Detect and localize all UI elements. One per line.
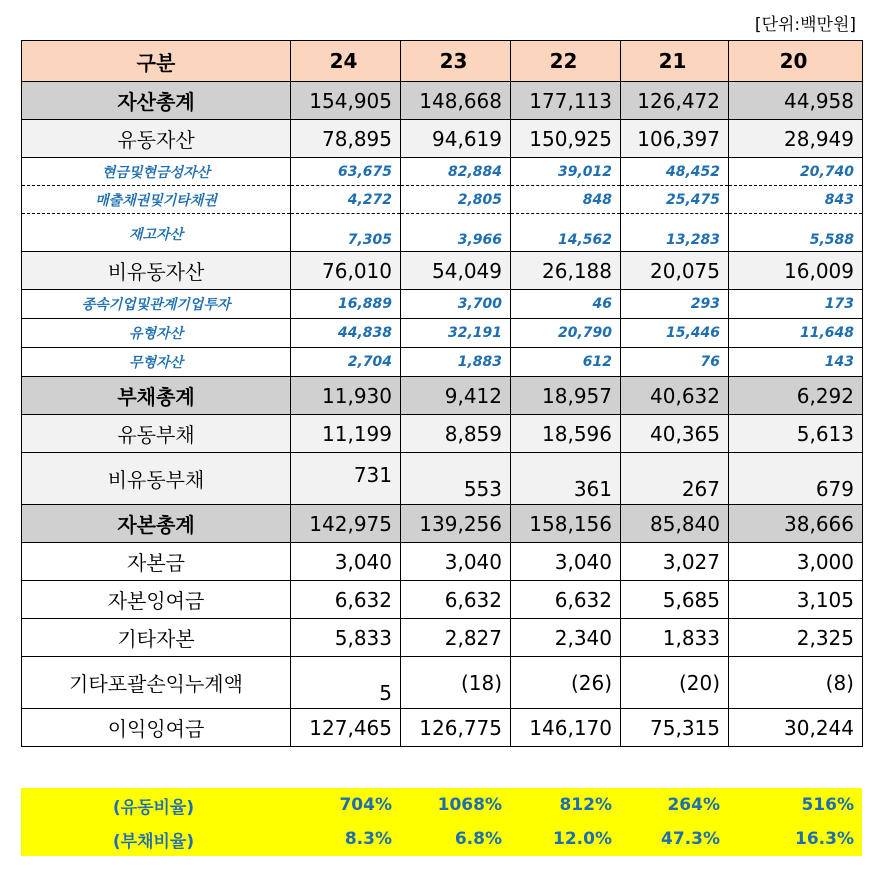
ratio-value: 8.3%	[344, 829, 392, 849]
year-header-21: 21	[621, 41, 729, 82]
row-value: 2,340	[511, 619, 621, 657]
row-value: 13,283	[621, 214, 729, 252]
unit-label: [단위:백만원]	[754, 15, 856, 35]
table-row	[22, 415, 863, 453]
row-value: 9,412	[401, 377, 511, 415]
row-value: 158,156	[511, 505, 621, 543]
row-value: 3,105	[729, 581, 863, 619]
row-value: 139,256	[401, 505, 511, 543]
ratio-value: 16.3%	[795, 829, 854, 849]
row-value: 44,838	[291, 319, 401, 348]
row-value: 126,775	[401, 709, 511, 747]
row-value: 38,666	[729, 505, 863, 543]
row-value: 85,840	[621, 505, 729, 543]
table-row	[22, 543, 863, 581]
row-value: 5,685	[621, 581, 729, 619]
ratio-label: (부채비율)	[112, 831, 195, 852]
table-row	[22, 214, 863, 252]
row-value: 267	[621, 453, 729, 505]
row-value: 148,668	[401, 82, 511, 120]
row-label: 종속기업및관계기업투자	[22, 290, 291, 319]
row-value: 6,632	[291, 581, 401, 619]
row-value: 2,704	[291, 348, 401, 377]
row-value: 679	[729, 453, 863, 505]
row-value: 5,588	[729, 214, 863, 252]
row-value: 3,000	[729, 543, 863, 581]
row-value: 11,199	[291, 415, 401, 453]
header-label: 구분	[22, 41, 291, 82]
year-header-22: 22	[511, 41, 621, 82]
row-label: 유형자산	[22, 319, 291, 348]
table-row	[22, 252, 863, 290]
ratio-value: 6.8%	[454, 829, 502, 849]
row-value: 154,905	[291, 82, 401, 120]
table-row	[22, 505, 863, 543]
ratio-value: 47.3%	[661, 829, 720, 849]
ratio-label: (유동비율)	[112, 797, 195, 818]
row-label: 유동자산	[22, 120, 291, 158]
row-value: 2,827	[401, 619, 511, 657]
row-value: 11,930	[291, 377, 401, 415]
year-header-20: 20	[729, 41, 863, 82]
table-row	[22, 348, 863, 377]
row-value: 63,675	[291, 158, 401, 186]
row-value: 1,883	[401, 348, 511, 377]
row-label: 기타자본	[22, 619, 291, 657]
row-value: (18)	[401, 657, 511, 709]
table-row	[22, 120, 863, 158]
row-value: 3,966	[401, 214, 511, 252]
row-value: 5	[291, 657, 401, 709]
row-value: 6,292	[729, 377, 863, 415]
row-value: 8,859	[401, 415, 511, 453]
row-value: 7,305	[291, 214, 401, 252]
table-row	[22, 581, 863, 619]
row-value: 44,958	[729, 82, 863, 120]
table-row	[22, 82, 863, 120]
row-value: 6,632	[401, 581, 511, 619]
row-value: 28,949	[729, 120, 863, 158]
table-row	[22, 377, 863, 415]
row-value: 20,075	[621, 252, 729, 290]
row-value: 6,632	[511, 581, 621, 619]
row-value: 142,975	[291, 505, 401, 543]
year-header-23: 23	[401, 41, 511, 82]
table-row	[22, 453, 863, 505]
row-value: 94,619	[401, 120, 511, 158]
row-label: 비유동부채	[22, 453, 291, 505]
row-value: 3,040	[511, 543, 621, 581]
row-label: 기타포괄손익누계액	[22, 657, 291, 709]
row-value: 293	[621, 290, 729, 319]
row-label: 유동부채	[22, 415, 291, 453]
row-value: 4,272	[291, 186, 401, 214]
ratio-row	[21, 822, 862, 856]
row-value: 54,049	[401, 252, 511, 290]
row-value: 76	[621, 348, 729, 377]
row-value: 20,790	[511, 319, 621, 348]
row-value: 2,805	[401, 186, 511, 214]
row-value: 46	[511, 290, 621, 319]
row-value: 16,889	[291, 290, 401, 319]
row-value: 731	[291, 453, 401, 505]
row-value: (26)	[511, 657, 621, 709]
row-value: 48,452	[621, 158, 729, 186]
table-row	[22, 158, 863, 186]
row-value: 843	[729, 186, 863, 214]
row-value: 16,009	[729, 252, 863, 290]
row-value: 18,957	[511, 377, 621, 415]
row-value: 106,397	[621, 120, 729, 158]
row-label: 비유동자산	[22, 252, 291, 290]
row-value: 848	[511, 186, 621, 214]
table-row	[22, 657, 863, 709]
ratio-value: 516%	[801, 795, 854, 815]
table-row	[22, 619, 863, 657]
row-label: 자본총계	[22, 505, 291, 543]
row-value: 40,365	[621, 415, 729, 453]
row-label: 이익잉여금	[22, 709, 291, 747]
row-value: 25,475	[621, 186, 729, 214]
row-value: 5,613	[729, 415, 863, 453]
row-value: 2,325	[729, 619, 863, 657]
row-value: 150,925	[511, 120, 621, 158]
row-value: 18,596	[511, 415, 621, 453]
row-value: 3,040	[291, 543, 401, 581]
balance-sheet-table	[21, 40, 863, 747]
row-label: 부채총계	[22, 377, 291, 415]
row-value: 20,740	[729, 158, 863, 186]
ratio-value: 12.0%	[553, 829, 612, 849]
row-label: 자본잉여금	[22, 581, 291, 619]
row-value: 612	[511, 348, 621, 377]
ratio-row	[21, 788, 862, 822]
row-value: 361	[511, 453, 621, 505]
row-value: 3,040	[401, 543, 511, 581]
row-value: 75,315	[621, 709, 729, 747]
ratio-value: 812%	[559, 795, 612, 815]
row-label: 무형자산	[22, 348, 291, 377]
row-value: 146,170	[511, 709, 621, 747]
row-value: 30,244	[729, 709, 863, 747]
row-value: 76,010	[291, 252, 401, 290]
row-value: 143	[729, 348, 863, 377]
table-row	[22, 709, 863, 747]
ratio-table	[21, 788, 862, 856]
row-label: 자본금	[22, 543, 291, 581]
row-value: (20)	[621, 657, 729, 709]
row-value: 78,895	[291, 120, 401, 158]
row-value: 14,562	[511, 214, 621, 252]
row-value: 32,191	[401, 319, 511, 348]
row-value: 5,833	[291, 619, 401, 657]
row-value: 126,472	[621, 82, 729, 120]
table-row	[22, 290, 863, 319]
row-label: 자산총계	[22, 82, 291, 120]
row-value: 127,465	[291, 709, 401, 747]
row-label: 현금및현금성자산	[22, 158, 291, 186]
row-value: (8)	[729, 657, 863, 709]
ratio-value: 264%	[667, 795, 720, 815]
row-value: 1,833	[621, 619, 729, 657]
row-value: 40,632	[621, 377, 729, 415]
ratio-value: 704%	[339, 795, 392, 815]
row-value: 39,012	[511, 158, 621, 186]
row-value: 26,188	[511, 252, 621, 290]
year-header-24: 24	[291, 41, 401, 82]
row-value: 177,113	[511, 82, 621, 120]
table-header-row	[22, 41, 863, 82]
table-row	[22, 186, 863, 214]
row-value: 3,027	[621, 543, 729, 581]
ratio-value: 1068%	[437, 795, 502, 815]
row-value: 553	[401, 453, 511, 505]
table-row	[22, 319, 863, 348]
row-value: 11,648	[729, 319, 863, 348]
row-label: 재고자산	[22, 214, 291, 252]
row-value: 15,446	[621, 319, 729, 348]
row-value: 173	[729, 290, 863, 319]
row-value: 3,700	[401, 290, 511, 319]
row-value: 82,884	[401, 158, 511, 186]
row-label: 매출채권및기타채권	[22, 186, 291, 214]
